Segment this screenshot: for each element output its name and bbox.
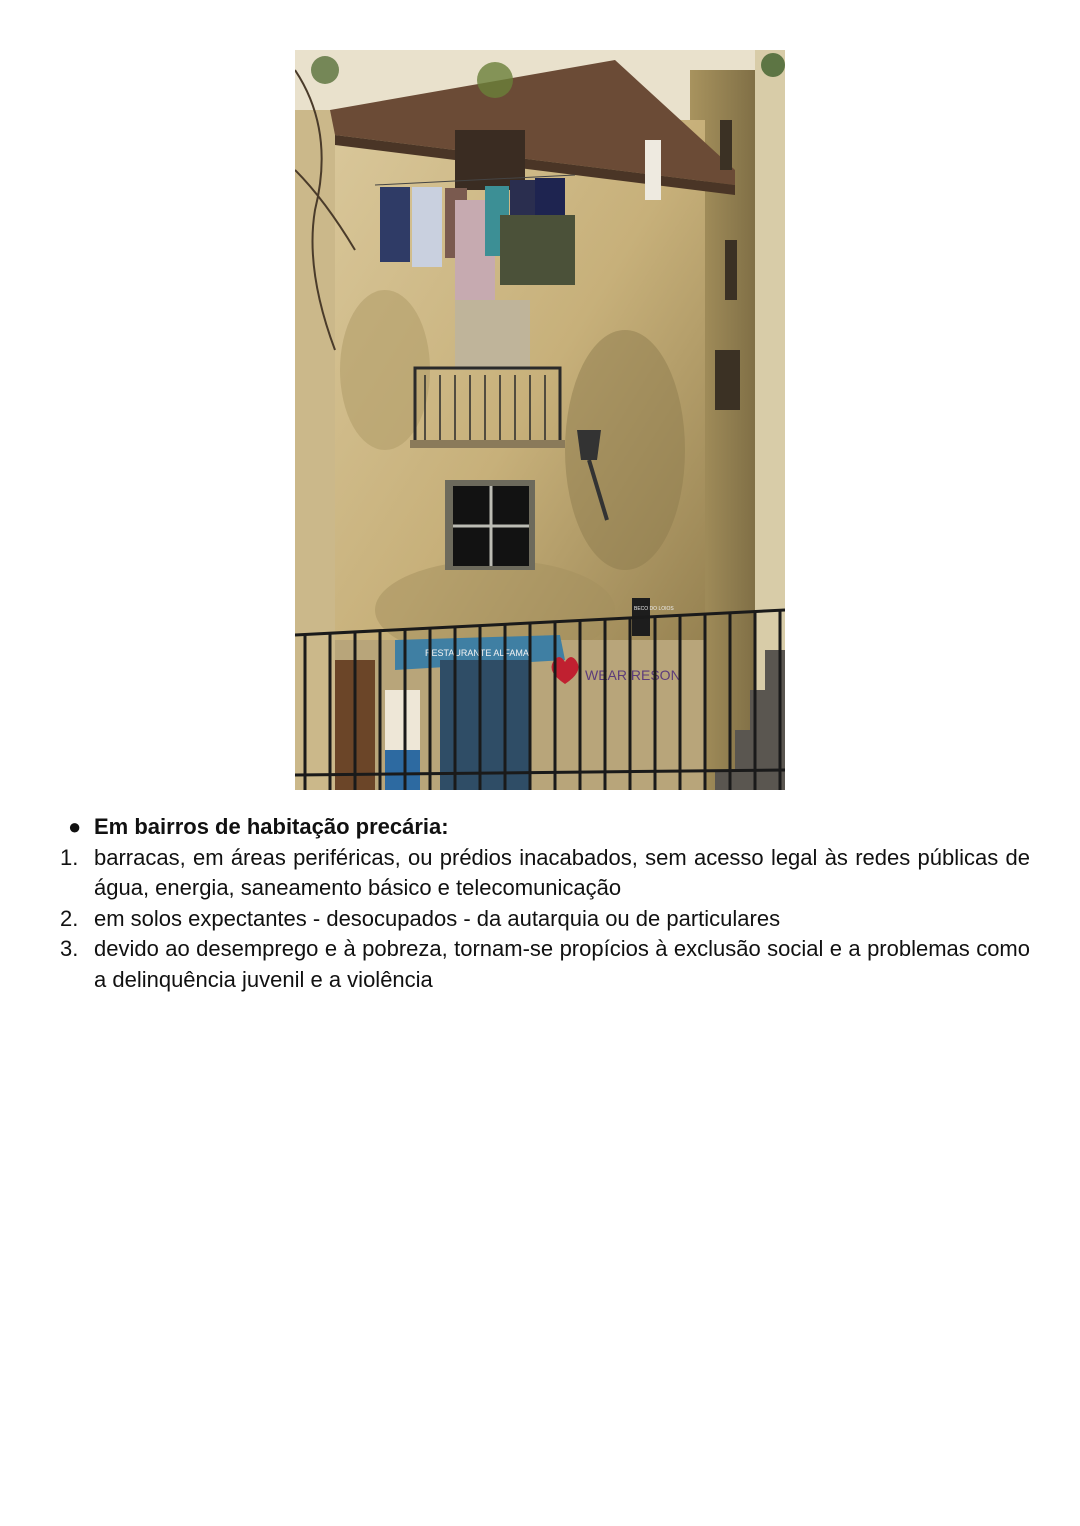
bullet-icon: ● [68, 814, 82, 839]
list-item-text: em solos expectantes - desocupados - da autarquia ou de particulares [94, 905, 781, 931]
list-item-number: 2. [60, 905, 79, 931]
list-item-text: barracas, em áreas periféricas, ou prédios inacabados, sem acesso legal às redes públicas de água, energia, saneamento básico e telecomunicação [94, 844, 1030, 900]
section-heading-row [60, 812, 1030, 843]
list-item [60, 843, 1030, 904]
section-heading: Em bairros de habitação precária: [94, 814, 449, 839]
street-sign: BECO DO LOIOS [634, 606, 674, 612]
list-item-number: 3. [60, 936, 79, 961]
building-photo [295, 50, 785, 790]
list-item [60, 934, 1030, 995]
old-building-illustration [295, 50, 785, 790]
list-item-number: 1. [60, 844, 79, 870]
graffiti-text: WEAR RESON [585, 667, 681, 683]
list-item [60, 904, 1030, 935]
restaurant-sign: RESTAURANTE ALFAMA [425, 648, 529, 658]
text-section [60, 812, 1030, 995]
list-item-text: devido ao desemprego e à pobreza, tornam-se propícios à exclusão social e a problemas como a delinquência juvenil e a violência [94, 936, 1030, 992]
numbered-list [60, 843, 1030, 996]
